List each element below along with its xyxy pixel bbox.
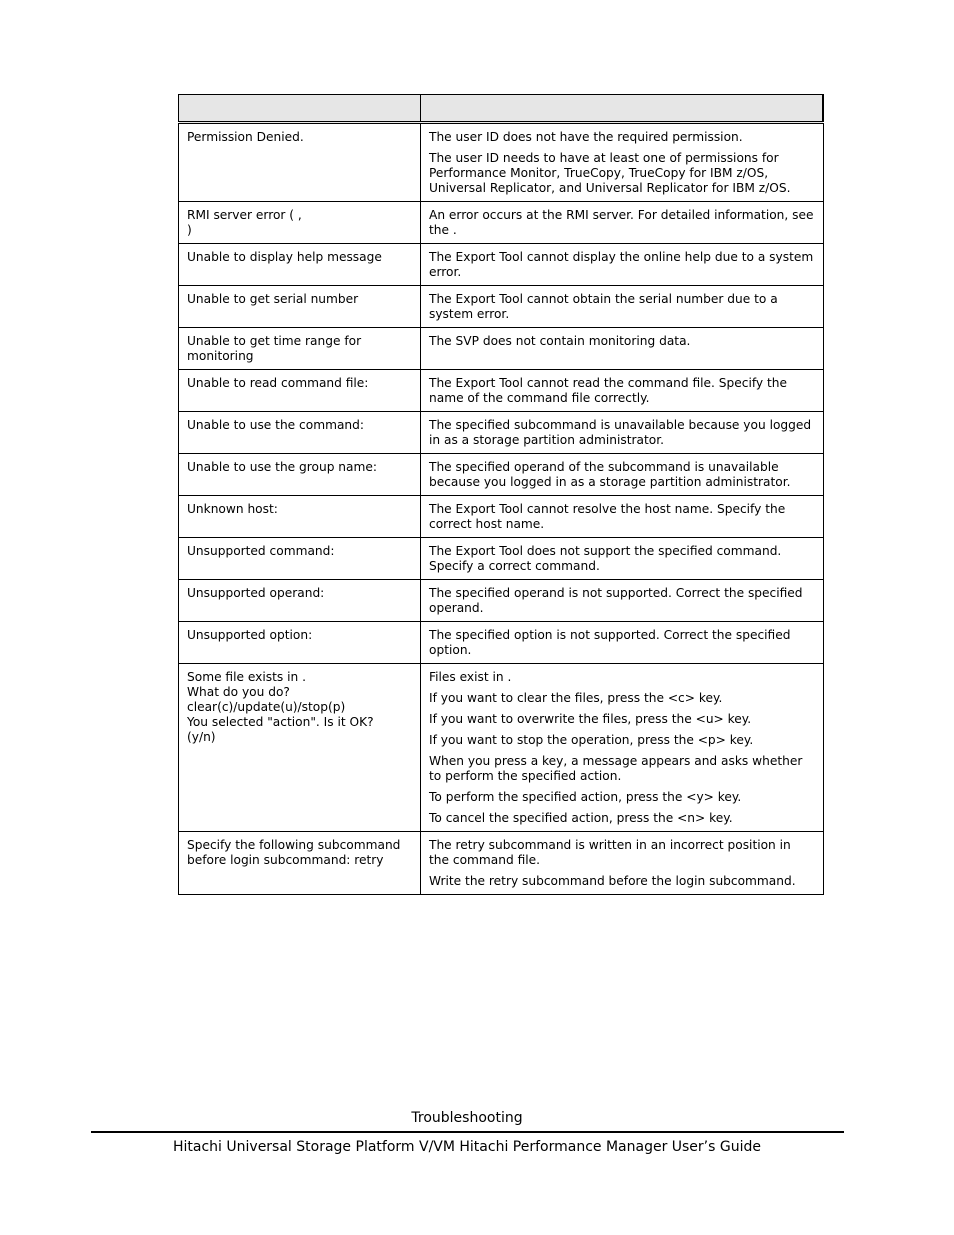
description-paragraph: The Export Tool cannot obtain the serial number due to a system error. (429, 292, 778, 321)
description-cell (421, 622, 824, 664)
description-paragraph: Write the retry subcommand before the login subcommand. (429, 874, 796, 888)
error-message-cell (179, 328, 421, 370)
table-row (179, 412, 824, 454)
error-message-line: Unable to get serial number (187, 292, 359, 306)
description-paragraph: The Export Tool cannot read the command file. Specify the name of the command file correctly. (429, 376, 788, 405)
description-paragraph: The Export Tool does not support the specified command. Specify a correct command. (429, 544, 782, 573)
description-paragraph: The user ID does not have the required permission. (429, 130, 743, 144)
table-row (179, 244, 824, 286)
table-row (179, 580, 824, 622)
description-cell (421, 538, 824, 580)
description-cell (421, 244, 824, 286)
error-message-cell (179, 664, 421, 832)
error-message-cell (179, 832, 421, 895)
description-cell (421, 664, 824, 832)
description-cell (421, 123, 824, 202)
description-paragraph: To cancel the specified action, press the <n> key. (429, 811, 733, 825)
description-paragraph: If you want to overwrite the files, press the <u> key. (429, 712, 752, 726)
table-row (179, 328, 824, 370)
error-message-cell (179, 123, 421, 202)
error-message-line: You selected "action". Is it OK? (187, 715, 374, 729)
description-cell (421, 370, 824, 412)
header-message-cell (179, 95, 421, 123)
description-paragraph: The specified operand of the subcommand is unavailable because you logged in as a storage partition administrator. (429, 460, 791, 489)
table-row (179, 454, 824, 496)
error-message-cell (179, 622, 421, 664)
error-message-cell (179, 538, 421, 580)
description-paragraph: The specified option is not supported. Correct the specified option. (429, 628, 791, 657)
footer-section-title: Troubleshooting (411, 1110, 523, 1126)
error-message-line: Unsupported command: (187, 544, 335, 558)
table-row (179, 664, 824, 832)
description-paragraph: The specified subcommand is unavailable because you logged in as a storage partition administrator. (429, 418, 812, 447)
error-message-line: Unable to get time range for monitoring (187, 334, 362, 363)
error-message-line: What do you do? (187, 685, 290, 699)
table-row (179, 622, 824, 664)
error-message-cell (179, 286, 421, 328)
error-message-line: clear(c)/update(u)/stop(p) (187, 700, 346, 714)
error-message-table (178, 94, 824, 895)
description-cell (421, 328, 824, 370)
table-body (179, 123, 824, 895)
error-message-line: Unknown host: (187, 502, 278, 516)
description-paragraph: The Export Tool cannot resolve the host name. Specify the correct host name. (429, 502, 786, 531)
table-row (179, 832, 824, 895)
table-row (179, 123, 824, 202)
footer-divider (91, 1131, 844, 1133)
error-message-line: Unable to read command file: (187, 376, 369, 390)
description-cell (421, 580, 824, 622)
error-message-line: Unable to use the group name: (187, 460, 377, 474)
description-paragraph: The user ID needs to have at least one of permissions for Performance Monitor, TrueCopy, TrueCopy for IBM z/OS, Universal Replicator, and Universal Replicator for IBM z/OS. (429, 151, 791, 195)
table-row (179, 538, 824, 580)
error-message-line: Some file exists in . (187, 670, 306, 684)
error-message-line: Specify the following subcommand before login subcommand: retry (187, 838, 401, 867)
error-message-cell (179, 202, 421, 244)
error-message-line: Unable to display help message (187, 250, 382, 264)
description-paragraph: The SVP does not contain monitoring data. (429, 334, 691, 348)
error-message-cell (179, 580, 421, 622)
description-cell (421, 412, 824, 454)
description-paragraph: When you press a key, a message appears and asks whether to perform the specified action. (429, 754, 803, 783)
description-paragraph: To perform the specified action, press the <y> key. (429, 790, 742, 804)
table-header (179, 95, 824, 123)
error-message-cell (179, 496, 421, 538)
error-message-line: Unable to use the command: (187, 418, 364, 432)
table-row (179, 496, 824, 538)
error-message-line: ) (187, 223, 192, 237)
table-row (179, 286, 824, 328)
error-message-cell (179, 244, 421, 286)
error-message-line: Unsupported operand: (187, 586, 325, 600)
header-description-cell (421, 95, 824, 123)
footer-guide-title: Hitachi Universal Storage Platform V/VM Hitachi Performance Manager User’s Guide (173, 1139, 761, 1155)
description-cell (421, 496, 824, 538)
error-message-line: Permission Denied. (187, 130, 304, 144)
description-paragraph: If you want to clear the files, press the <c> key. (429, 691, 723, 705)
error-message-line: (y/n) (187, 730, 216, 744)
error-message-line: Unsupported option: (187, 628, 313, 642)
error-message-cell (179, 412, 421, 454)
description-cell (421, 832, 824, 895)
description-cell (421, 202, 824, 244)
error-message-cell (179, 454, 421, 496)
description-paragraph: Files exist in . (429, 670, 512, 684)
description-paragraph: The retry subcommand is written in an incorrect position in the command file. (429, 838, 791, 867)
description-paragraph: An error occurs at the RMI server. For detailed information, see the . (429, 208, 814, 237)
description-paragraph: If you want to stop the operation, press the <p> key. (429, 733, 754, 747)
description-paragraph: The specified operand is not supported. Correct the specified operand. (429, 586, 803, 615)
table-row (179, 202, 824, 244)
description-cell (421, 286, 824, 328)
description-cell (421, 454, 824, 496)
error-message-line: RMI server error ( , (187, 208, 302, 222)
table-row (179, 370, 824, 412)
description-paragraph: The Export Tool cannot display the online help due to a system error. (429, 250, 814, 279)
error-message-cell (179, 370, 421, 412)
